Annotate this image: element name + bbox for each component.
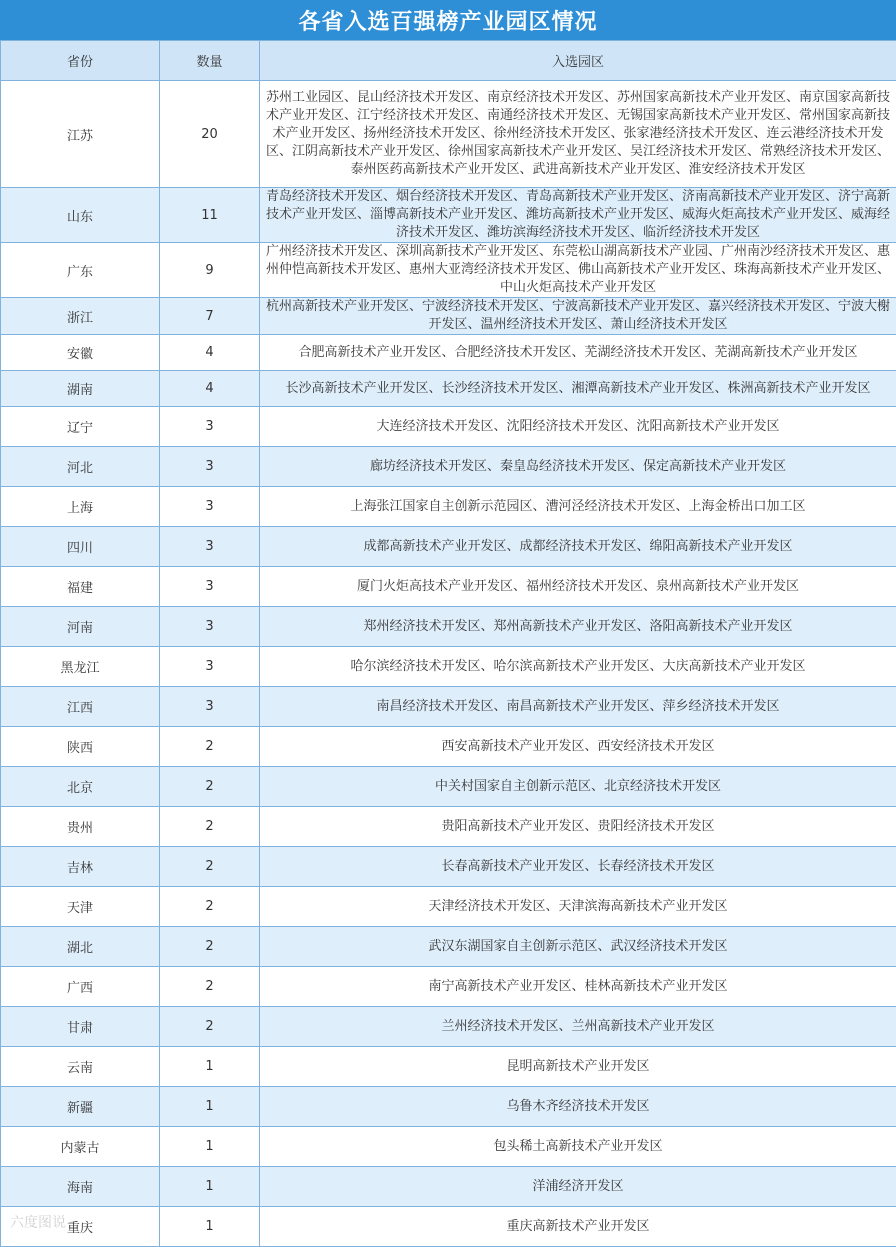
- table-row: [1, 687, 896, 727]
- parks-cell: 成都高新技术产业开发区、成都经济技术开发区、绵阳高新技术产业开发区: [260, 527, 896, 567]
- count-cell: 3: [160, 567, 260, 607]
- parks-cell: 长沙高新技术产业开发区、长沙经济技术开发区、湘潭高新技术产业开发区、株洲高新技术产业开发区: [260, 371, 896, 407]
- table-row: [1, 967, 896, 1007]
- count-cell: 3: [160, 447, 260, 487]
- table-row: [1, 1047, 896, 1087]
- province-cell: 山东: [1, 188, 160, 243]
- parks-cell: 乌鲁木齐经济技术开发区: [260, 1087, 896, 1127]
- parks-cell: 中关村国家自主创新示范区、北京经济技术开发区: [260, 767, 896, 807]
- table-row: [1, 1167, 896, 1207]
- province-cell: 内蒙古: [1, 1127, 160, 1167]
- parks-cell: 重庆高新技术产业开发区: [260, 1207, 896, 1247]
- province-cell: 新疆: [1, 1087, 160, 1127]
- count-cell: 1: [160, 1127, 260, 1167]
- count-cell: 2: [160, 847, 260, 887]
- province-cell: 江西: [1, 687, 160, 727]
- count-cell: 3: [160, 647, 260, 687]
- province-cell: 安徽: [1, 335, 160, 371]
- parks-cell: 厦门火炬高技术产业开发区、福州经济技术开发区、泉州高新技术产业开发区: [260, 567, 896, 607]
- count-cell: 2: [160, 927, 260, 967]
- table-title: 各省入选百强榜产业园区情况: [0, 0, 896, 40]
- table-body: [1, 81, 896, 1247]
- parks-table: [0, 40, 896, 1247]
- province-cell: 天津: [1, 887, 160, 927]
- parks-cell: 南宁高新技术产业开发区、桂林高新技术产业开发区: [260, 967, 896, 1007]
- count-cell: 2: [160, 887, 260, 927]
- count-cell: 4: [160, 335, 260, 371]
- count-cell: 20: [160, 81, 260, 188]
- province-cell: 上海: [1, 487, 160, 527]
- table-row: [1, 407, 896, 447]
- parks-cell: 广州经济技术开发区、深圳高新技术产业开发区、东莞松山湖高新技术产业园、广州南沙经济技术开发区、惠州仲恺高新技术开发区、惠州大亚湾经济技术开发区、佛山高新技术产业开发区、珠海高新技术产业开发区、中山火炬高技术产业开发区: [260, 243, 896, 298]
- province-cell: 河北: [1, 447, 160, 487]
- province-cell: 湖北: [1, 927, 160, 967]
- count-cell: 11: [160, 188, 260, 243]
- province-cell: 广西: [1, 967, 160, 1007]
- parks-cell: 包头稀土高新技术产业开发区: [260, 1127, 896, 1167]
- count-cell: 1: [160, 1207, 260, 1247]
- parks-cell: 杭州高新技术产业开发区、宁波经济技术开发区、宁波高新技术产业开发区、嘉兴经济技术开发区、宁波大榭开发区、温州经济技术开发区、萧山经济技术开发区: [260, 298, 896, 335]
- table-row: [1, 607, 896, 647]
- header-row: [1, 41, 896, 81]
- parks-cell: 大连经济技术开发区、沈阳经济技术开发区、沈阳高新技术产业开发区: [260, 407, 896, 447]
- province-cell: 四川: [1, 527, 160, 567]
- count-cell: 4: [160, 371, 260, 407]
- count-cell: 7: [160, 298, 260, 335]
- province-cell: 贵州: [1, 807, 160, 847]
- province-cell: 黑龙江: [1, 647, 160, 687]
- table-row: [1, 847, 896, 887]
- table-row: [1, 371, 896, 407]
- count-cell: 1: [160, 1087, 260, 1127]
- parks-cell: 兰州经济技术开发区、兰州高新技术产业开发区: [260, 1007, 896, 1047]
- province-cell: 辽宁: [1, 407, 160, 447]
- count-cell: 9: [160, 243, 260, 298]
- count-cell: 3: [160, 607, 260, 647]
- count-cell: 1: [160, 1167, 260, 1207]
- parks-cell: 天津经济技术开发区、天津滨海高新技术产业开发区: [260, 887, 896, 927]
- province-cell: 北京: [1, 767, 160, 807]
- province-cell: 陕西: [1, 727, 160, 767]
- table-row: [1, 647, 896, 687]
- count-cell: 2: [160, 1007, 260, 1047]
- province-cell: 浙江: [1, 298, 160, 335]
- parks-cell: 武汉东湖国家自主创新示范区、武汉经济技术开发区: [260, 927, 896, 967]
- parks-cell: 哈尔滨经济技术开发区、哈尔滨高新技术产业开发区、大庆高新技术产业开发区: [260, 647, 896, 687]
- table-row: [1, 335, 896, 371]
- count-cell: 2: [160, 727, 260, 767]
- province-cell: 福建: [1, 567, 160, 607]
- table-row: [1, 447, 896, 487]
- table-row: [1, 1007, 896, 1047]
- table-row: [1, 81, 896, 188]
- province-cell: 江苏: [1, 81, 160, 188]
- count-cell: 3: [160, 527, 260, 567]
- province-cell: 云南: [1, 1047, 160, 1087]
- parks-cell: 南昌经济技术开发区、南昌高新技术产业开发区、萍乡经济技术开发区: [260, 687, 896, 727]
- province-cell: 吉林: [1, 847, 160, 887]
- province-cell: 重庆: [1, 1207, 160, 1247]
- parks-cell: 西安高新技术产业开发区、西安经济技术开发区: [260, 727, 896, 767]
- table-row: [1, 727, 896, 767]
- table-row: [1, 1207, 896, 1247]
- count-cell: 1: [160, 1047, 260, 1087]
- table-row: [1, 527, 896, 567]
- parks-cell: 长春高新技术产业开发区、长春经济技术开发区: [260, 847, 896, 887]
- table-row: [1, 887, 896, 927]
- header-parks: 入选园区: [260, 41, 896, 81]
- table-row: [1, 1127, 896, 1167]
- table-row: [1, 188, 896, 243]
- count-cell: 3: [160, 687, 260, 727]
- province-cell: 湖南: [1, 371, 160, 407]
- parks-cell: 合肥高新技术产业开发区、合肥经济技术开发区、芜湖经济技术开发区、芜湖高新技术产业开发区: [260, 335, 896, 371]
- province-cell: 海南: [1, 1167, 160, 1207]
- table-row: [1, 927, 896, 967]
- parks-cell: 洋浦经济开发区: [260, 1167, 896, 1207]
- province-cell: 广东: [1, 243, 160, 298]
- table-row: [1, 807, 896, 847]
- count-cell: 3: [160, 487, 260, 527]
- header-province: 省份: [1, 41, 160, 81]
- parks-cell: 青岛经济技术开发区、烟台经济技术开发区、青岛高新技术产业开发区、济南高新技术产业开发区、济宁高新技术产业开发区、淄博高新技术产业开发区、潍坊高新技术产业开发区、威海火炬高技术产业开发区、威海经济技术开发区、潍坊滨海经济技术开发区、临沂经济技术开发区: [260, 188, 896, 243]
- table-row: [1, 767, 896, 807]
- count-cell: 2: [160, 767, 260, 807]
- parks-cell: 苏州工业园区、昆山经济技术开发区、南京经济技术开发区、苏州国家高新技术产业开发区、南京国家高新技术产业开发区、江宁经济技术开发区、南通经济技术开发区、无锡国家高新技术产业开发区、常州国家高新技术产业开发区、扬州经济技术开发区、徐州经济技术开发区、张家港经济技术开发区、连云港经济技术开发区、江阴高新技术产业开发区、徐州国家高新技术产业开发区、吴江经济技术开发区、常熟经济技术开发区、泰州医药高新技术产业开发区、武进高新技术产业开发区、淮安经济技术开发区: [260, 81, 896, 188]
- parks-cell: 廊坊经济技术开发区、秦皇岛经济技术开发区、保定高新技术产业开发区: [260, 447, 896, 487]
- source-watermark: 六度图说: [10, 1212, 66, 1232]
- header-count: 数量: [160, 41, 260, 81]
- table-row: [1, 487, 896, 527]
- parks-cell: 上海张江国家自主创新示范园区、漕河泾经济技术开发区、上海金桥出口加工区: [260, 487, 896, 527]
- parks-cell: 贵阳高新技术产业开发区、贵阳经济技术开发区: [260, 807, 896, 847]
- count-cell: 2: [160, 807, 260, 847]
- province-cell: 河南: [1, 607, 160, 647]
- count-cell: 2: [160, 967, 260, 1007]
- table-row: [1, 243, 896, 298]
- province-cell: 甘肃: [1, 1007, 160, 1047]
- table-row: [1, 1087, 896, 1127]
- table-row: [1, 298, 896, 335]
- table-row: [1, 567, 896, 607]
- count-cell: 3: [160, 407, 260, 447]
- parks-cell: 昆明高新技术产业开发区: [260, 1047, 896, 1087]
- parks-cell: 郑州经济技术开发区、郑州高新技术产业开发区、洛阳高新技术产业开发区: [260, 607, 896, 647]
